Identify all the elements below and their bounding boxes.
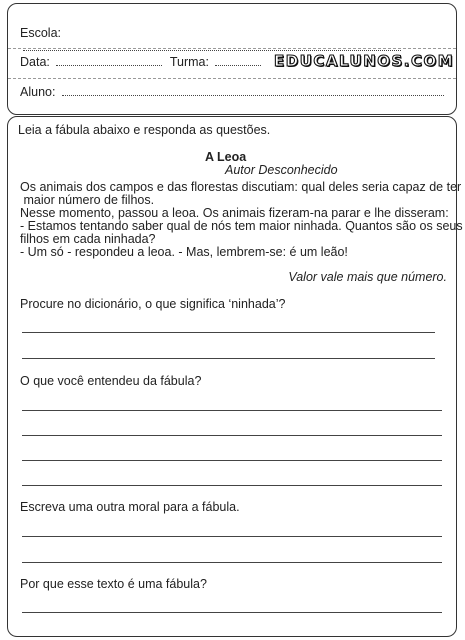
question-2: O que você entendeu da fábula? [20,374,202,388]
fable-moral: Valor vale mais que número. [288,270,447,284]
answer-line[interactable] [22,485,442,486]
question-1: Procure no dicionário, o que significa ‘ninhada’? [20,297,286,311]
class-field[interactable] [215,55,261,66]
fable-line: Os animais dos campos e das florestas discutiam: qual deles seria capaz de ter [20,180,462,194]
question-4: Por que esse texto é uma fábula? [20,577,207,591]
educalunos-logo: EDUCALUNOS.COM [274,52,455,70]
question-3: Escreva uma outra moral para a fábula. [20,500,240,514]
answer-line[interactable] [22,562,442,563]
answer-line[interactable] [22,435,442,436]
class-label: Turma: [169,55,209,69]
fable-line: maior número de filhos. [20,193,155,207]
date-field[interactable] [56,55,162,66]
answer-line[interactable] [22,332,435,333]
header-divider [8,48,456,49]
school-field[interactable] [23,40,401,51]
fable-text [20,180,463,259]
student-label: Aluno: [20,85,56,99]
fable-line: - Estamos tentando saber qual de nós tem maior ninhada. Quantos são os seus [20,219,463,233]
student-info-header [7,3,457,115]
fable-title: A Leoa [205,150,247,164]
fable-line: - Um só - respondeu a leoa. - Mas, lembrem-se: é um leão! [20,245,348,259]
answer-line[interactable] [22,612,442,613]
student-row [20,85,444,99]
instructions: Leia a fábula abaixo e responda as questões. [18,123,271,137]
fable-author: Autor Desconhecido [225,163,338,177]
answer-line[interactable] [22,536,442,537]
fable-line: filhos em cada ninhada? [20,232,156,246]
date-label: Data: [20,55,50,69]
date-row [20,55,261,69]
school-label: Escola: [20,26,61,40]
answer-line[interactable] [22,358,435,359]
school-row [20,26,445,54]
fable-line: Nesse momento, passou a leoa. Os animais fizeram-na parar e lhe disseram: [20,206,449,220]
student-field[interactable] [62,85,444,96]
header-divider [8,78,456,79]
answer-line[interactable] [22,410,442,411]
answer-line[interactable] [22,460,442,461]
